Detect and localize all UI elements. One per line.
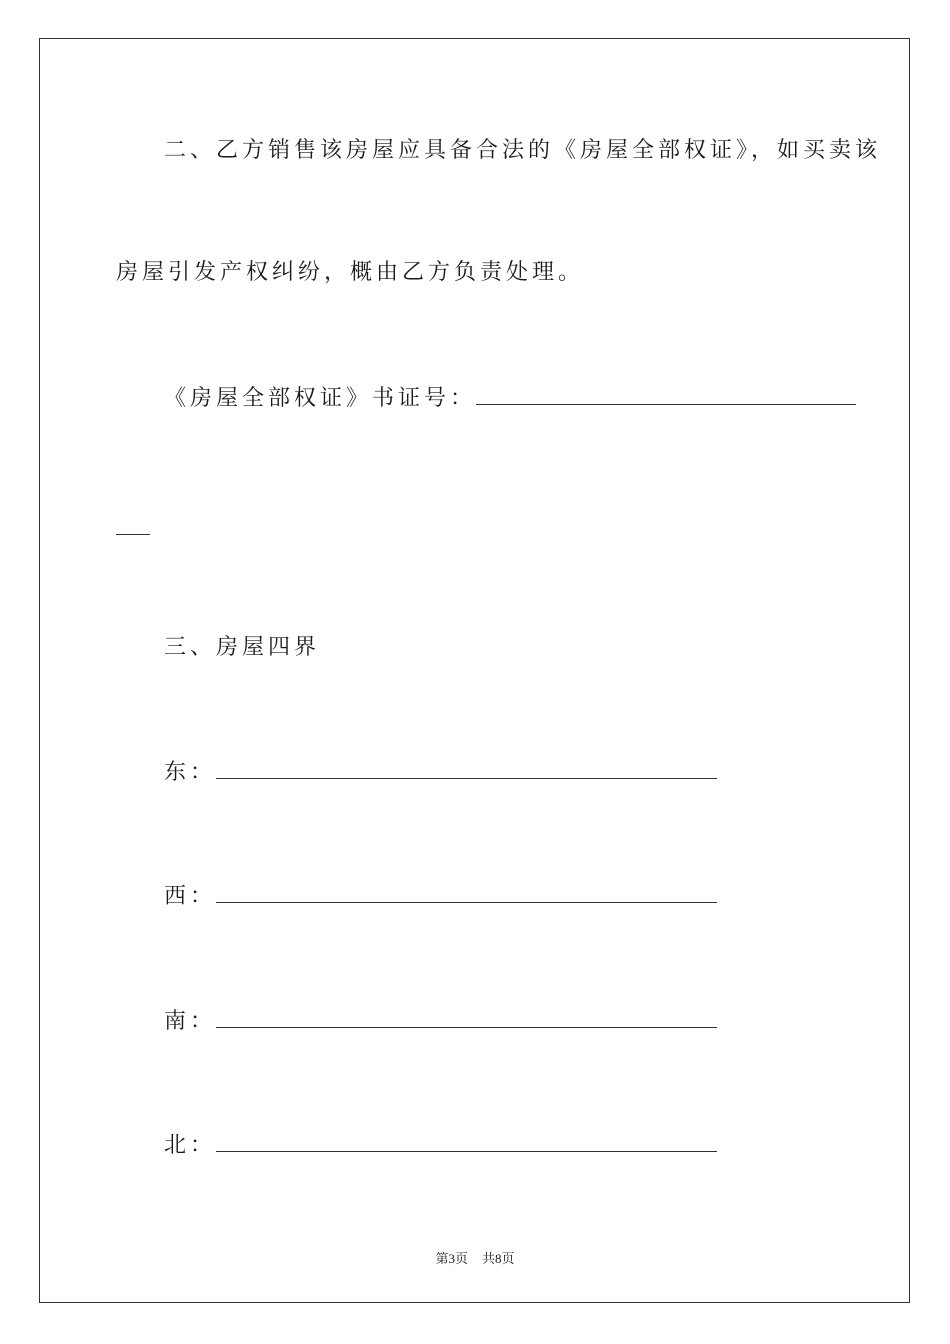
certificate-number-blank-continued[interactable] [116, 532, 150, 535]
boundary-south-row [164, 1011, 717, 1033]
boundary-north-label: 北： [164, 1133, 217, 1158]
certificate-continuation-row [116, 518, 150, 540]
certificate-label: 《房屋全部权证》书证号： [164, 386, 477, 411]
page-footer [0, 1248, 950, 1267]
boundary-north-blank[interactable] [216, 1149, 717, 1152]
boundary-east-blank[interactable] [216, 776, 717, 779]
page-number-current: 第3页 [435, 1251, 468, 1266]
boundary-west-label: 西： [164, 884, 217, 909]
clause-2-line-1: 二、乙方销售该房屋应具备合法的《房屋全部权证》，如买卖该 [164, 138, 882, 163]
clause-3-heading: 三、房屋四界 [164, 635, 321, 660]
boundary-south-blank[interactable] [216, 1025, 717, 1028]
boundary-west-blank[interactable] [216, 900, 717, 903]
boundary-south-label: 南： [164, 1009, 217, 1034]
boundary-north-row [164, 1135, 717, 1157]
boundary-west-row [164, 886, 717, 908]
boundary-east-label: 东： [164, 760, 217, 785]
certificate-number-blank[interactable] [476, 402, 856, 405]
page-number-total: 共8页 [482, 1251, 515, 1266]
page-border [39, 38, 910, 1303]
clause-2-line-2: 房屋引发产权纠纷，概由乙方负责处理。 [116, 260, 585, 285]
boundary-east-row [164, 762, 717, 784]
certificate-row [164, 388, 856, 410]
